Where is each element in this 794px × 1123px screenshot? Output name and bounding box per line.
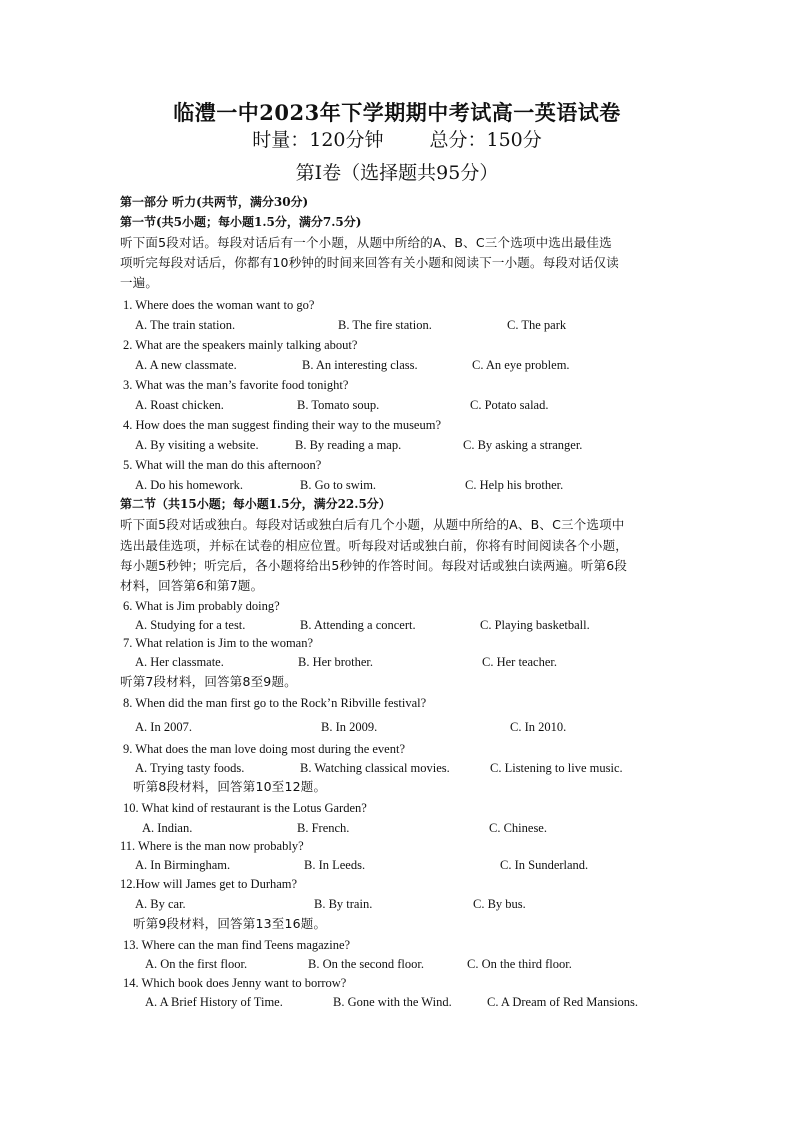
- section1-heading: 第一节(共5小题；每小题1.5分，满分7.5分): [120, 215, 362, 229]
- question-2: 2. What are the speakers mainly talking about?: [123, 338, 358, 352]
- material-note: 听第8段材料，回答第10至12题。: [133, 779, 327, 794]
- q4-option-b: B. By reading a map.: [295, 438, 402, 452]
- question-11: 11. Where is the man now probably?: [120, 839, 304, 853]
- q13-option-c: C. On the third floor.: [467, 957, 572, 971]
- q4-option-a: A. By visiting a website.: [135, 438, 259, 452]
- q10-option-b: B. French.: [297, 821, 350, 835]
- q4-option-c: C. By asking a stranger.: [463, 438, 583, 452]
- question-1: 1. Where does the woman want to go?: [123, 298, 315, 312]
- material-note: 听第9段材料，回答第13至16题。: [133, 916, 327, 931]
- exam-meta: [0, 125, 794, 152]
- q9-option-b: B. Watching classical movies.: [300, 761, 450, 775]
- volume-heading: 第Ⅰ卷（选择题共95分）: [295, 162, 499, 184]
- question-7: 7. What relation is Jim to the woman?: [123, 636, 314, 650]
- q13-option-b: B. On the second floor.: [308, 957, 424, 971]
- q13-option-a: A. On the first floor.: [145, 957, 248, 971]
- q1-option-c: C. The park: [507, 318, 567, 332]
- section2-instructions-line: 听下面5段对话或独白。每段对话或独白后有几个小题，从题中所给的A、B、C三个选项中: [120, 517, 625, 532]
- q7-option-a: A. Her classmate.: [135, 655, 224, 669]
- question-4: 4. How does the man suggest finding their way to the museum?: [123, 418, 441, 432]
- question-14: 14. Which book does Jenny want to borrow?: [123, 976, 347, 990]
- q14-option-b: B. Gone with the Wind.: [333, 995, 452, 1009]
- q8-option-a: A. In 2007.: [135, 720, 192, 734]
- section2-instructions-line: 选出最佳选项，并标在试卷的相应位置。听每段对话或独白前，你将有时间阅读各个小题，: [120, 538, 629, 553]
- section2-instructions-line: 每小题5秒钟；听完后，各小题将给出5秒钟的作答时间。每段对话或独白读两遍。听第6段: [120, 558, 628, 573]
- question-8: 8. When did the man first go to the Rock’n Ribville festival?: [123, 696, 427, 710]
- q6-option-a: A. Studying for a test.: [135, 618, 246, 632]
- section1-instructions-line: 听下面5段对话。每段对话后有一个小题，从题中所给的A、B、C三个选项中选出最佳选: [120, 235, 612, 250]
- q2-option-c: C. An eye problem.: [472, 358, 570, 372]
- question-10: 10. What kind of restaurant is the Lotus Garden?: [123, 801, 367, 815]
- question-9: 9. What does the man love doing most during the event?: [123, 742, 406, 756]
- q3-option-c: C. Potato salad.: [470, 398, 549, 412]
- section2-heading: 第二节（共15小题；每小题1.5分，满分22.5分）: [120, 497, 391, 511]
- section1-instructions-line: 项听完每段对话后，你都有10秒钟的时间来回答有关小题和阅读下一小题。每段对话仅读: [120, 255, 619, 270]
- q5-option-b: B. Go to swim.: [300, 478, 377, 492]
- q11-option-a: A. In Birmingham.: [135, 858, 231, 872]
- q8-option-b: B. In 2009.: [321, 720, 378, 734]
- part1-heading: 第一部分 听力(共两节，满分30分): [120, 195, 309, 209]
- q9-option-a: A. Trying tasty foods.: [135, 761, 245, 775]
- q1-option-b: B. The fire station.: [338, 318, 432, 332]
- q11-option-b: B. In Leeds.: [304, 858, 366, 872]
- question-3: 3. What was the man’s favorite food tonight?: [123, 378, 349, 392]
- q5-option-c: C. Help his brother.: [465, 478, 564, 492]
- q7-option-c: C. Her teacher.: [482, 655, 557, 669]
- question-6: 6. What is Jim probably doing?: [123, 599, 280, 613]
- q6-option-c: C. Playing basketball.: [480, 618, 590, 632]
- q12-option-a: A. By car.: [135, 897, 186, 911]
- q7-option-b: B. Her brother.: [298, 655, 373, 669]
- exam-total-score: 总分：150分: [429, 129, 542, 151]
- q1-option-a: A. The train station.: [135, 318, 236, 332]
- exam-time: 时量：120分钟: [252, 129, 384, 151]
- q3-option-a: A. Roast chicken.: [135, 398, 224, 412]
- q14-option-c: C. A Dream of Red Mansions.: [487, 995, 639, 1009]
- q2-option-b: B. An interesting class.: [302, 358, 418, 372]
- question-13: 13. Where can the man find Teens magazine?: [123, 938, 351, 952]
- q10-option-c: C. Chinese.: [489, 821, 547, 835]
- section1-instructions-line: 一遍。: [120, 275, 159, 290]
- exam-title: 临澧一中2023年下学期期中考试高一英语试卷: [173, 100, 621, 125]
- question-12: 12.How will James get to Durham?: [120, 877, 298, 891]
- q12-option-c: C. By bus.: [473, 897, 526, 911]
- q10-option-a: A. Indian.: [142, 821, 193, 835]
- q5-option-a: A. Do his homework.: [135, 478, 243, 492]
- material-note: 听第7段材料，回答第8至9题。: [120, 674, 297, 689]
- q2-option-a: A. A new classmate.: [135, 358, 237, 372]
- q6-option-b: B. Attending a concert.: [300, 618, 416, 632]
- section2-instructions-line: 材料，回答第6和第7题。: [120, 578, 264, 593]
- q14-option-a: A. A Brief History of Time.: [145, 995, 283, 1009]
- q9-option-c: C. Listening to live music.: [490, 761, 623, 775]
- q8-option-c: C. In 2010.: [510, 720, 567, 734]
- q3-option-b: B. Tomato soup.: [297, 398, 380, 412]
- question-5: 5. What will the man do this afternoon?: [123, 458, 322, 472]
- q11-option-c: C. In Sunderland.: [500, 858, 589, 872]
- q12-option-b: B. By train.: [314, 897, 373, 911]
